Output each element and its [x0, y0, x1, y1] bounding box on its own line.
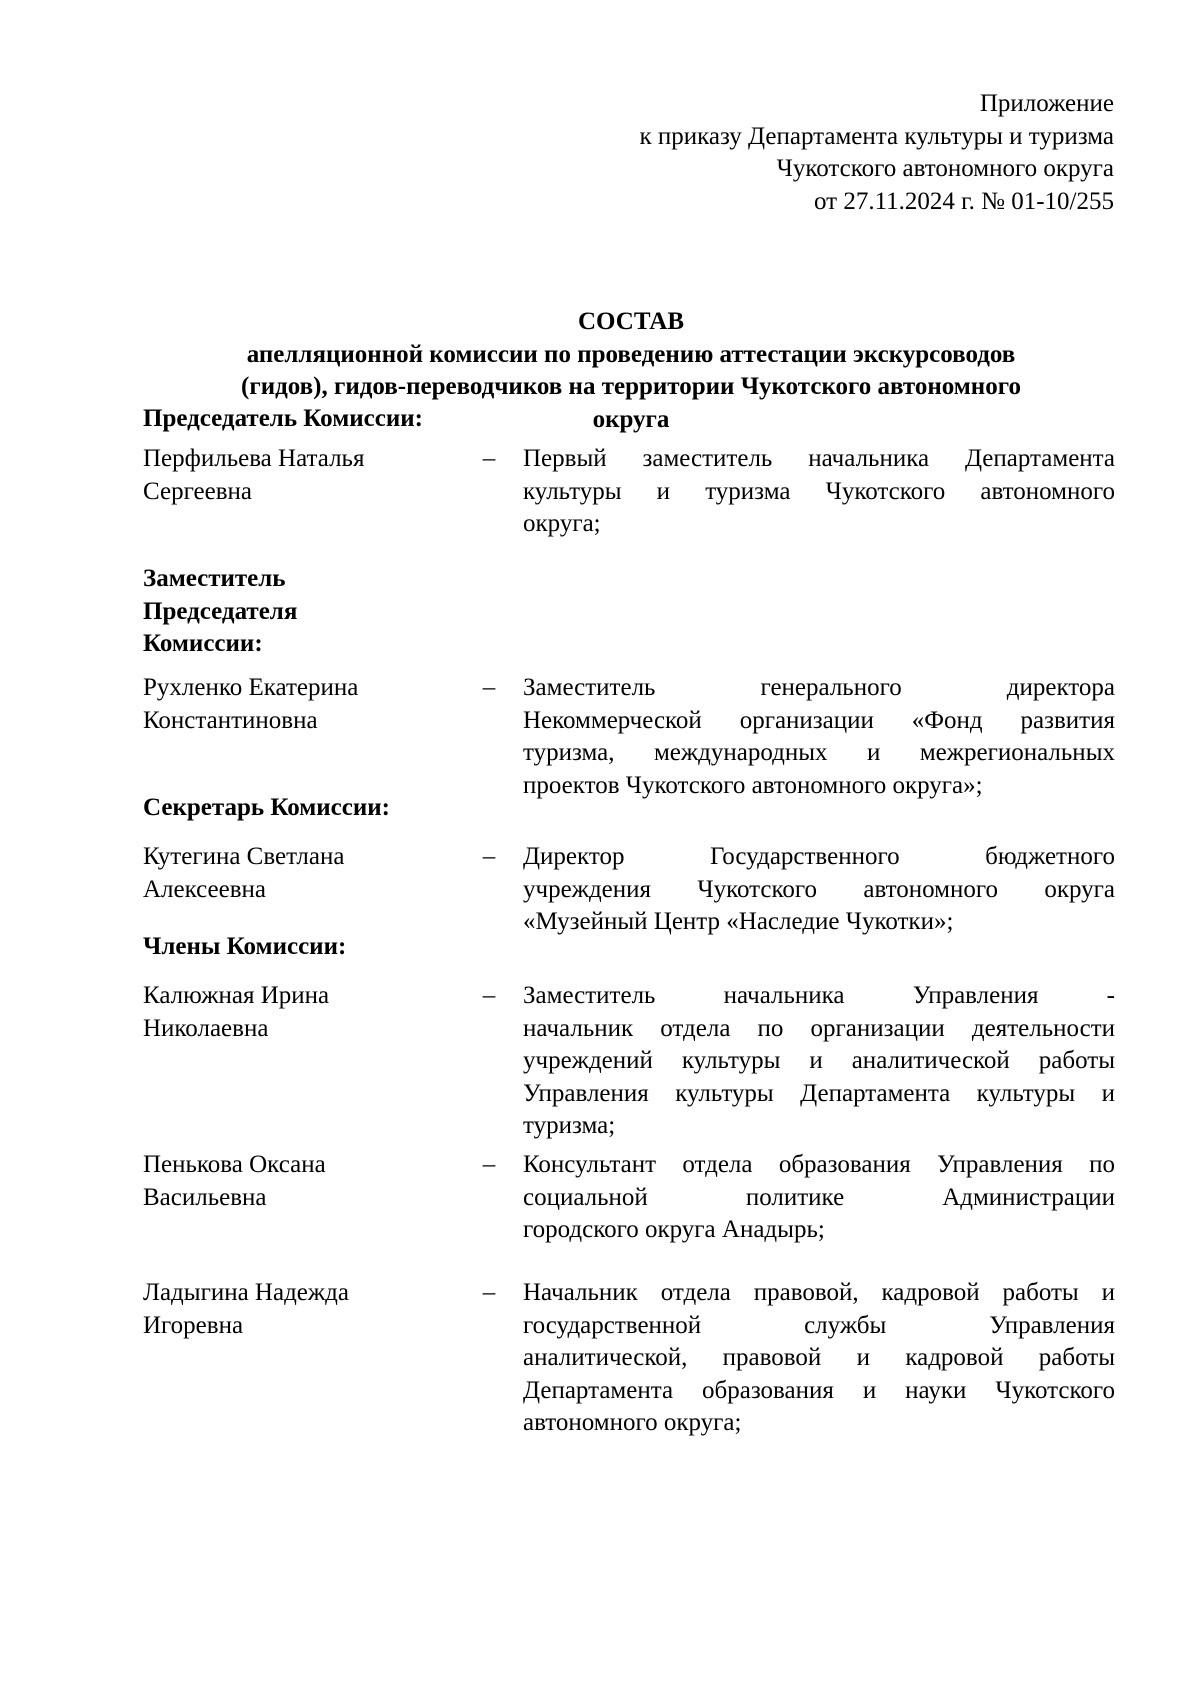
section-members-label: Члены Комиссии: [143, 933, 347, 960]
member-patronymic: Игоревна [143, 1311, 244, 1339]
role-line: городского округа Анадырь; [523, 1216, 825, 1243]
role-line: культуры и туризма Чукотского автономного [523, 477, 1115, 505]
role-line: «Музейный Центр «Наследие Чукотки»; [523, 908, 954, 935]
section-deputy-label-line: Заместитель [143, 565, 286, 592]
role-line: Консультант отдела образования Управления по [523, 1151, 1115, 1178]
member-patronymic: Николаевна [143, 1014, 269, 1042]
dash-separator: – [482, 445, 496, 472]
role-line: Заместитель генерального директора [523, 674, 1115, 701]
member-role [523, 443, 1115, 541]
role-line: учреждения Чукотского автономного округа [523, 875, 1115, 903]
member-name [143, 841, 463, 906]
dash-separator: – [482, 1151, 496, 1178]
title-line-3: округа [592, 405, 670, 433]
member-name [143, 1277, 463, 1342]
member-surname-firstname: Рухленко Екатерина [143, 674, 359, 701]
dash-separator: – [482, 982, 496, 1009]
member-name [143, 672, 463, 737]
section-deputy-heading [143, 563, 297, 661]
role-line: Директор Государственного бюджетного [523, 843, 1115, 870]
member-surname-firstname: Кутегина Светлана [143, 843, 345, 870]
member-name [143, 443, 463, 508]
section-deputy-label-line: Председателя [143, 597, 298, 625]
dash-separator: – [482, 674, 496, 701]
member-patronymic: Васильевна [143, 1183, 267, 1211]
section-chair-heading [143, 403, 423, 436]
member-patronymic: Сергеевна [143, 477, 252, 505]
member-surname-firstname: Ладыгина Надежда [143, 1279, 349, 1306]
appendix-region: Чукотского автономного округа [776, 155, 1114, 182]
appendix-title: Приложение [979, 90, 1114, 117]
role-line: округа; [523, 510, 601, 537]
member-role [523, 1277, 1115, 1440]
role-line: Некоммерческой организации «Фонд развития [523, 706, 1115, 734]
role-line: социальной политике Администрации [523, 1183, 1115, 1211]
section-members-heading [143, 931, 346, 964]
role-line: Первый заместитель начальника Департамента [523, 445, 1115, 472]
appendix-order-date-number: от 27.11.2024 г. № 01-10/255 [814, 187, 1114, 215]
member-patronymic: Константиновна [143, 706, 318, 734]
member-role [523, 841, 1115, 939]
title-line-1: апелляционной комиссии по проведению аттестации экскурсоводов [246, 340, 1016, 368]
section-deputy-label-line: Комиссии: [143, 630, 263, 657]
title-heading: СОСТАВ [577, 308, 685, 335]
member-role [523, 672, 1115, 802]
appendix-header [639, 88, 1114, 218]
section-chair-label: Председатель Комиссии: [143, 405, 423, 432]
member-name [143, 980, 463, 1045]
role-line: туризма; [523, 1112, 616, 1139]
role-line: государственной службы Управления [523, 1311, 1115, 1339]
title-line-2: (гидов), гидов-переводчиков на территории Чукотского автономного [241, 373, 1021, 400]
role-line: аналитической, правовой и кадровой работы [523, 1344, 1115, 1371]
section-secretary-label: Секретарь Комиссии: [143, 794, 390, 821]
role-line: Заместитель начальника Управления - [523, 982, 1115, 1009]
role-line: Управления культуры Департамента культуры и [523, 1079, 1115, 1107]
member-role [523, 980, 1115, 1143]
dash-separator: – [482, 843, 496, 870]
member-name [143, 1149, 463, 1214]
member-surname-firstname: Пенькова Оксана [143, 1151, 326, 1178]
role-line: проектов Чукотского автономного округа»; [523, 771, 983, 799]
member-surname-firstname: Калюжная Ирина [143, 982, 330, 1009]
member-role [523, 1149, 1115, 1247]
role-line: Начальник отдела правовой, кадровой работы и [523, 1279, 1115, 1306]
member-patronymic: Алексеевна [143, 875, 267, 903]
member-surname-firstname: Перфильева Наталья [143, 445, 365, 472]
role-line: учреждений культуры и аналитической работы [523, 1047, 1115, 1074]
dash-separator: – [482, 1279, 496, 1306]
role-line: Департамента образования и науки Чукотского [523, 1376, 1115, 1404]
role-line: начальник отдела по организации деятельности [523, 1014, 1115, 1042]
section-secretary-heading [143, 792, 390, 825]
role-line: туризма, международных и межрегиональных [523, 739, 1115, 766]
appendix-order-reference: к приказу Департамента культуры и туризма [639, 122, 1114, 150]
role-line: автономного округа; [523, 1409, 742, 1436]
